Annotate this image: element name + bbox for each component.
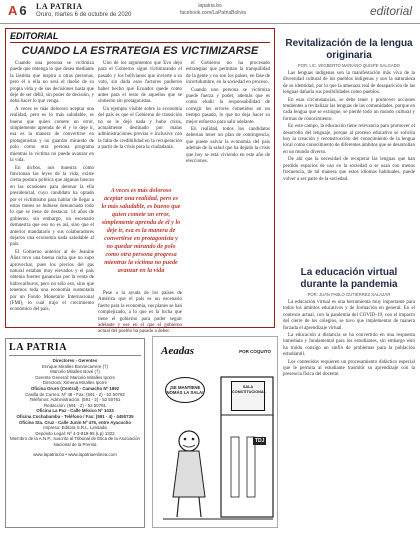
paragraph: La educación a distancia se ha convertido en una respuesta inmediata y fundamental para los estudiantes, sin embargo esto ha traído consigo un sinfín de problemas para la población estudiantil. xyxy=(283,333,415,358)
paragraph: De ahí que la necesidad de recuperar las lenguas que han perdido espacios de uso en la sociedad o se usan con menos frecuencia, de tal manera que estos idiomas habituales, puede volver a ser parte de la sociedad. xyxy=(283,157,415,182)
page-header xyxy=(0,0,420,24)
paragraph: A veces es más doloroso aceptar una realidad, pero es lo más saludable, es bueno que quien comete un error, simplemente aprenda de él y lo deje ir, esa es la manera de convertirse en protagonistas y no guardar mirando de polo como otra persona programa mientras la víctima no puede avanzar en la vida. xyxy=(10,106,94,164)
article-1-byline: POR: LIC. WIGBERTO MARIANO QUISPE SALGADO xyxy=(298,63,400,68)
masthead-line: Miembro de la A.N.P., suscrito al Tribunal de Ética de la Asociación Nacional de la Prensa xyxy=(10,436,140,447)
issue-date: Oruro, martes 6 de octubre de 2020 xyxy=(36,12,132,18)
masthead-line: Impreso: Editora S.R.L. Limitada xyxy=(43,425,107,431)
paragraph: Un ejemplo visible sobre la economía del país es que el Gobierno de transición no se le dejó nada y hubo crisis, actualmente destinado por malas administraciones previas e inclusive con la falta de credibilidad en la recuperación a partir de la crisis para la ciudadanía. xyxy=(98,106,182,151)
paragraph: En esas circunstancias, se debe tener y promover acciones tendientes a revitalizar las lenguas de las comunidades, porque en cada lengua que se extingue, se pierde todo un mundo cultural y formas de conocimiento. xyxy=(283,97,415,122)
paragraph: En realidad, todos los candidatos deberían tener un plan de contingencia, que puede salvar la economía del país además de la salud que ha dejado la crisis que hoy se está viviendo en este año de elecciones. xyxy=(186,127,270,165)
masthead-box xyxy=(5,338,145,528)
editorial-column-2-bottom xyxy=(98,291,182,335)
editorial-rule xyxy=(10,42,270,43)
paragraph: Pese a la ayuda de los países de América que el país es un escenario fuerte para la economía, sus planes se han complejizado, a lo que es la lucha que tiene el gobierno para poder seguir adelante y ese en el que el gobierno actual del pueblo ha pasado a deber. xyxy=(98,291,182,335)
masthead-line: Gerente General: Marcelo Miralles Iporre xyxy=(35,374,115,380)
paragraph: Uno de los argumentos que Evo dejó para el Gobierno sigue victimizando el pasado y los bolivianos que invierte a su voto, sin duda esos factores pudieron haber hecho que Ecuador quede como antes para el resto de aquellos que se sintieron sin protagonistas. xyxy=(98,61,182,105)
cartoon-logo: Aeadas xyxy=(161,345,194,357)
article-2-byline: POR: JUAN PABLO GUTIÉRREZ SALAZAR xyxy=(307,292,391,297)
pull-quote: A veces es más doloroso aceptar una realidad, pero es lo más saludable, es bueno que quien comete un error, simplemente aprenda de él y lo deje ir, esa es la manera de convertirse en protagonista y no quedar mirando de polo como otra persona progresa mientras la víctima no puede avanzar en la vida xyxy=(101,187,181,274)
article-1-body xyxy=(283,71,415,259)
article-1-title: Revitalización de la lengua originaria xyxy=(285,38,413,61)
editorial-column-3 xyxy=(186,61,270,325)
paragraph: En este campo, la educación tiene relevancia para promover el desarrollo del lenguaje, porque al proceso educativo se solicita hoy la creación y reconstrucción del conocimiento de la lengua local como conocimiento de diferentes ámbitos que se desarrollan en un mundo diverso. xyxy=(283,124,415,155)
masthead-line: Casilla de Correo: Nº 48 - Fax: (591 - 2) - 52 50782 xyxy=(25,391,125,397)
page-number: A 6 xyxy=(8,3,27,18)
masthead-title: LA PATRIA xyxy=(9,342,141,356)
newspaper-name: LA PATRIA xyxy=(36,2,83,11)
masthead-line: Redacción: (591 - 2) - 52 50781 xyxy=(44,402,106,408)
masthead-line: Directora: Ximena Miralles Iporre xyxy=(42,380,108,386)
paragraph: En dichos, nos muestra cómo funcionan las leyes de la vida, existe cierta postura política que algunas buscan en las ocasiones para detonar la ella presidencial, cuyo candidato ha optado por el victimismo para hablar de llegar a estos meses se hubiese denunciado todo lo que se tiene de destacar. 14 años de gobierno, sin embargo, un escenario demuestra que eso no es así, sino que el anterior mandatario y sus colaboradores dejaron una economía nada saludable al país. xyxy=(10,165,94,248)
masthead-line: Oficina Sta. Cruz - Calle Junín Nº 475, entre Ayacucho xyxy=(18,419,132,425)
web-links xyxy=(180,3,246,17)
masthead-line: Depósito Legal: Nº 4-3-919-95 (Lp) 1322 xyxy=(35,430,115,436)
article-2-body xyxy=(283,300,415,528)
editorial-title: CUANDO LA ESTRATEGIA ES VICTIMIZARSE xyxy=(21,45,259,57)
cartoon-drawing xyxy=(153,337,279,529)
editorial-label: EDITORIAL xyxy=(10,31,59,41)
masthead-line: Directores - Gerentes xyxy=(52,358,98,363)
masthead-line: Oficina La Paz - Calle México Nº 1433 xyxy=(36,408,114,414)
tdj-tag: TDJ xyxy=(255,438,265,444)
masthead-line: Enrique Miralles Bonnecarrere (†) xyxy=(42,363,108,369)
paragraph: el Gobierno no ha procesado estrategias que permitan la tranquilidad de la gente y no son los países, en fase de incertidumbre, en la sociedad en proceso. xyxy=(186,61,270,86)
character-body-icon xyxy=(173,451,205,497)
section-name: editorial xyxy=(369,4,412,18)
article-2-title: La educación virtual durante la pandemia xyxy=(300,267,398,290)
paragraph: Cuando uno persona se victimiza puede fuerza y poder, además que es como eludir la responsabilidad de corregir los errores cometidos en un tiempo pasado, lo que no deja hacer su mejor esfuerzo para salir adelante. xyxy=(186,87,270,125)
speech-bubble: ¡SE MANTIENE NOMÁS LA SALA! xyxy=(165,377,205,403)
masthead-line: Oficina Oruro (Central) - Camacho Nº 1892 xyxy=(30,385,120,391)
character-head-icon xyxy=(179,431,199,451)
masthead-line: Marcelo Miralles Bové (†) xyxy=(50,369,100,375)
masthead-line: Teléfonos: Administración: (591 - 2) - 52 50761 xyxy=(29,397,121,403)
editorial-column-2 xyxy=(98,61,182,181)
editorial-box xyxy=(5,28,275,335)
paragraph: Cuando una persona se victimiza puede que obtenga lo que desea mediante la lástima que inspira a otras personas, pero él o ella no será el dueño de su propia vida y de sus decisiones hasta que deje de ser débil, sin poder de decisión, y deba hacer lo que venga. xyxy=(10,61,94,105)
cartoon-credit: POR COQUITO xyxy=(239,349,271,354)
paragraph: Las lenguas indígenas son la manifestación más viva de la diversidad cultural de los pueblos indígenas y son la naturaleza de su identidad, por lo que la amenaza real de desaparición de las lenguas dañaría sus posibilidades como pueblos. xyxy=(283,71,415,96)
paragraph: La educación virtual es una herramienta muy importante para todos los ámbitos educativos y de formación en general. En el contexto actual, con la pandemia del COVID-19, con el impacto del cierre de los colegios, se tuvo que implementar de manera forzada el aprendizaje virtual. xyxy=(283,300,415,331)
masthead-line: Oficina Cochabamba - Teléfono / Fax: (591 - 4) - 4450735 xyxy=(16,413,134,419)
masthead-website[interactable]: www.lapatria.bo • www.lapatriaenlinea.com xyxy=(33,451,117,457)
courthouse-sign: SALA CONSTITUCIONAL xyxy=(231,381,265,411)
website-link[interactable]: lapatria.bo xyxy=(198,3,222,9)
paragraph: Los contenidos requieren un procesamiento didáctico especial que le permita al estudiante trasmitir su aprendizaje con la presencia física del docente. xyxy=(283,359,415,378)
editorial-column-1 xyxy=(10,61,94,325)
paragraph: El Gobierno anterior al de Jeanine Áñez tuvo una buena racha que no supo aprovechar, pues los precios del gas natural estaban muy elevados y el país obtenía fuertes ganancias por la venta de hidrocarburos, pero no sólo eso, sino que tenemos toda una economía sustentada por un Fondo Monetario Internacional (FMI), lo cual trajo el crecimiento económico del país. xyxy=(10,249,94,313)
facebook-link[interactable]: facebook.com/LaPatriaBolivia xyxy=(180,10,246,16)
editorial-cartoon xyxy=(152,336,278,528)
